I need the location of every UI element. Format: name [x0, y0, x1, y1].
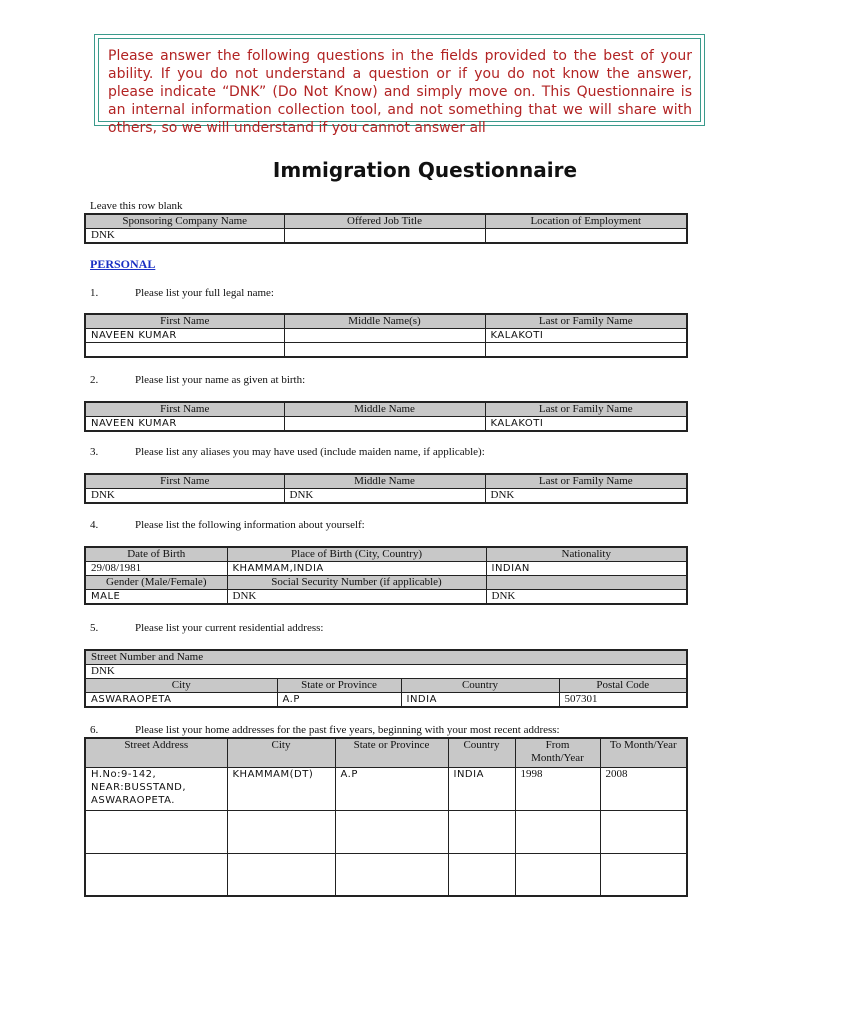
place-of-birth-field[interactable]: KHAMMAM,INDIA: [227, 562, 486, 576]
legal-name-table: [84, 313, 688, 358]
header-last-name: Last or Family Name: [485, 474, 687, 489]
current-address-table: [84, 649, 688, 708]
header-street-address: Street Address: [85, 738, 227, 767]
country-field[interactable]: INDIA: [401, 693, 559, 708]
section-personal: PERSONAL: [90, 257, 156, 271]
header-country: Country: [448, 738, 515, 767]
header-blank: [486, 576, 687, 590]
history-street-address-field-3[interactable]: [85, 853, 227, 896]
legal-last-name-field[interactable]: KALAKOTI: [485, 329, 687, 343]
history-country-field-3[interactable]: [448, 853, 515, 896]
question-4: 4. Please list the following information about yourself:: [90, 519, 365, 531]
header-state-province: State or Province: [335, 738, 448, 767]
sponsoring-company-field[interactable]: DNK: [85, 229, 284, 244]
alias-first-name-field[interactable]: DNK: [85, 489, 284, 504]
history-to-field-3[interactable]: [600, 853, 687, 896]
birth-last-name-field[interactable]: KALAKOTI: [485, 417, 687, 432]
header-date-of-birth: Date of Birth: [85, 547, 227, 562]
aliases-table: [84, 473, 688, 504]
history-street-address-field-2[interactable]: [85, 810, 227, 853]
history-from-field[interactable]: 1998: [515, 767, 600, 810]
header-last-name: Last or Family Name: [485, 314, 687, 329]
postal-code-field[interactable]: 507301: [559, 693, 687, 708]
header-middle-names: Middle Name(s): [284, 314, 485, 329]
header-postal-code: Postal Code: [559, 679, 687, 693]
state-province-field[interactable]: A.P: [277, 693, 401, 708]
header-country: Country: [401, 679, 559, 693]
sponsor-table: [84, 213, 688, 244]
extra-field[interactable]: DNK: [486, 590, 687, 605]
header-middle-name: Middle Name: [284, 474, 485, 489]
alias-middle-name-field[interactable]: DNK: [284, 489, 485, 504]
history-to-field-2[interactable]: [600, 810, 687, 853]
header-location-of-employment: Location of Employment: [485, 214, 687, 229]
question-3: 3. Please list any aliases you may have used (include maiden name, if applicable):: [90, 446, 485, 458]
gender-field[interactable]: MALE: [85, 590, 227, 605]
history-state-field[interactable]: A.P: [335, 767, 448, 810]
header-ssn: Social Security Number (if applicable): [227, 576, 486, 590]
city-field[interactable]: ASWARAOPETA: [85, 693, 277, 708]
header-first-name: First Name: [85, 474, 284, 489]
history-city-field-2[interactable]: [227, 810, 335, 853]
history-state-field-2[interactable]: [335, 810, 448, 853]
history-to-field[interactable]: 2008: [600, 767, 687, 810]
header-from-month-year: From Month/Year: [515, 738, 600, 767]
date-of-birth-field[interactable]: 29/08/1981: [85, 562, 227, 576]
location-of-employment-field[interactable]: [485, 229, 687, 244]
header-nationality: Nationality: [486, 547, 687, 562]
history-street-address-field[interactable]: H.No:9-142, NEAR:BUSSTAND, ASWARAOPETA.: [85, 767, 227, 810]
history-from-field-3[interactable]: [515, 853, 600, 896]
address-history-table: [84, 737, 688, 897]
nationality-field[interactable]: INDIAN: [486, 562, 687, 576]
question-6: 6. Please list your home addresses for the past five years, beginning with your most recent address:: [90, 724, 560, 736]
birth-first-name-field[interactable]: NAVEEN KUMAR: [85, 417, 284, 432]
legal-first-name-field[interactable]: NAVEEN KUMAR: [85, 329, 284, 343]
legal-last-name-field-2[interactable]: [485, 343, 687, 358]
birth-middle-name-field[interactable]: [284, 417, 485, 432]
header-first-name: First Name: [85, 402, 284, 417]
history-city-field-3[interactable]: [227, 853, 335, 896]
page-title: Immigration Questionnaire: [272, 158, 578, 182]
offered-job-title-field[interactable]: [284, 229, 485, 244]
question-5: 5. Please list your current residential address:: [90, 622, 324, 634]
header-middle-name: Middle Name: [284, 402, 485, 417]
history-country-field[interactable]: INDIA: [448, 767, 515, 810]
personal-info-table: [84, 546, 688, 605]
street-number-name-field[interactable]: DNK: [85, 665, 687, 679]
header-sponsoring-company: Sponsoring Company Name: [85, 214, 284, 229]
history-country-field-2[interactable]: [448, 810, 515, 853]
legal-first-name-field-2[interactable]: [85, 343, 284, 358]
legal-middle-name-field-2[interactable]: [284, 343, 485, 358]
instructions-box: [94, 34, 705, 136]
header-offered-job-title: Offered Job Title: [284, 214, 485, 229]
history-city-field[interactable]: KHAMMAM(DT): [227, 767, 335, 810]
legal-middle-name-field[interactable]: [284, 329, 485, 343]
header-to-month-year: To Month/Year: [600, 738, 687, 767]
header-first-name: First Name: [85, 314, 284, 329]
header-city: City: [85, 679, 277, 693]
header-gender: Gender (Male/Female): [85, 576, 227, 590]
history-state-field-3[interactable]: [335, 853, 448, 896]
ssn-field[interactable]: DNK: [227, 590, 486, 605]
alias-last-name-field[interactable]: DNK: [485, 489, 687, 504]
instructions-text: Please answer the following questions in the fields provided to the best of your ability. If you do not understand a question or if you do not know the answer, please indicate “DNK” (Do Not Know) and simply move on. This Questionnaire is an internal information collection tool, and not something that we will share with others, so we will understand if you cannot answer all: [108, 48, 692, 136]
header-state-province: State or Province: [277, 679, 401, 693]
header-city: City: [227, 738, 335, 767]
history-from-field-2[interactable]: [515, 810, 600, 853]
header-street-number-name: Street Number and Name: [85, 650, 687, 665]
question-2: 2. Please list your name as given at birth:: [90, 374, 306, 386]
blank-row-note: Leave this row blank: [90, 200, 183, 212]
birth-name-table: [84, 401, 688, 432]
question-1: 1. Please list your full legal name:: [90, 287, 274, 299]
header-last-name: Last or Family Name: [485, 402, 687, 417]
header-place-of-birth: Place of Birth (City, Country): [227, 547, 486, 562]
